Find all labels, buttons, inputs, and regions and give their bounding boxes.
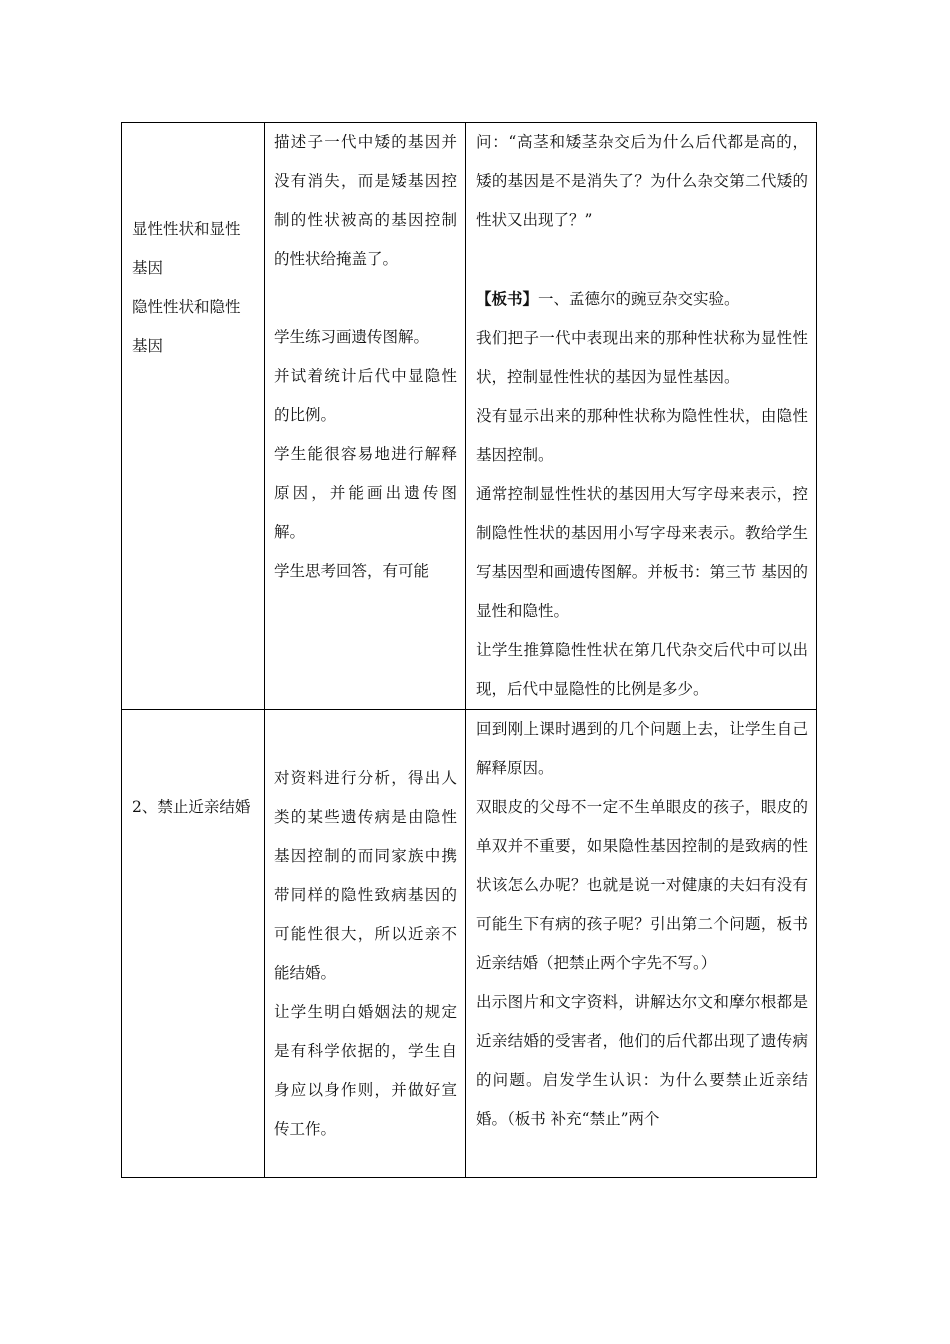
topic-line: 2、禁止近亲结婚: [132, 798, 251, 816]
activity-paragraph: 学生练习画遗传图解。: [274, 328, 430, 346]
activity-paragraph: 学生能很容易地进行解释原因，并能画出遗传图解。: [274, 445, 457, 541]
board-heading: [476, 279, 808, 319]
teaching-paragraph: 双眼皮的父母不一定不生单眼皮的孩子，眼皮的单双并不重要，如果隐性基因控制的是致病的性状该怎么办呢？也就是说一对健康的夫妇有没有可能生下有病的孩子呢？引出第二个问题，板书 近亲结婚（把禁止两个字先不写。）: [476, 798, 808, 972]
teaching-paragraph: 出示图片和文字资料，讲解达尔文和摩尔根都是近亲结婚的受害者，他们的后代都出现了遗传病的问题。启发学生认识：为什么要禁止近亲结婚。（板书 补充“禁止”两个: [476, 993, 808, 1128]
teaching-paragraph: 我们把子一代中表现出来的那种性状称为显性性状，控制显性性状的基因为显性基因。: [476, 329, 808, 386]
activity-paragraph: 学生思考回答，有可能: [274, 562, 430, 580]
topic-line: 显性性状和显性: [132, 220, 241, 238]
table-row: [122, 123, 817, 710]
student-activity-cell: [265, 710, 466, 1178]
activity-paragraph: 描述子一代中矮的基因并没有消失，而是矮基因控制的性状被高的基因控制的性状给掩盖了。: [274, 133, 457, 268]
topic-cell: [122, 710, 265, 1178]
lesson-plan-table: [121, 122, 817, 1178]
student-activity-cell: [265, 123, 466, 710]
topic-cell: [122, 123, 265, 710]
board-text: 一、孟德尔的豌豆杂交实验。: [538, 290, 740, 308]
teaching-paragraph: 让学生推算隐性性状在第几代杂交后代中可以出现，后代中显隐性的比例是多少。: [476, 641, 808, 698]
table-row: [122, 710, 817, 1178]
topic-line: 基因: [132, 259, 164, 277]
activity-paragraph: 对资料进行分析，得出人类的某些遗传病是由隐性基因控制的而同家族中携带同样的隐性致病基因的可能性很大，所以近亲不能结婚。: [274, 769, 457, 982]
teaching-paragraph: 回到刚上课时遇到的几个问题上去，让学生自己解释原因。: [476, 720, 808, 777]
teaching-paragraph: 通常控制显性性状的基因用大写字母来表示，控制隐性性状的基因用小写字母来表示。教给学生写基因型和画遗传图解。并板书：第三节 基因的显性和隐性。: [476, 485, 808, 620]
topic-line: 基因: [132, 337, 164, 355]
activity-paragraph: 让学生明白婚姻法的规定是有科学依据的，学生自身应以身作则，并做好宣传工作。: [274, 1003, 457, 1138]
question-paragraph: 问：“高茎和矮茎杂交后为什么后代都是高的，矮的基因是不是消失了？为什么杂交第二代矮的性状又出现了？”: [476, 133, 808, 229]
board-tag: 【板书】: [476, 289, 539, 308]
teacher-activity-cell: [466, 710, 817, 1178]
activity-paragraph: 并试着统计后代中显隐性的比例。: [274, 367, 457, 424]
teaching-paragraph: 没有显示出来的那种性状称为隐性性状，由隐性基因控制。: [476, 407, 808, 464]
teacher-activity-cell: [466, 123, 817, 710]
topic-line: 隐性性状和隐性: [132, 298, 241, 316]
